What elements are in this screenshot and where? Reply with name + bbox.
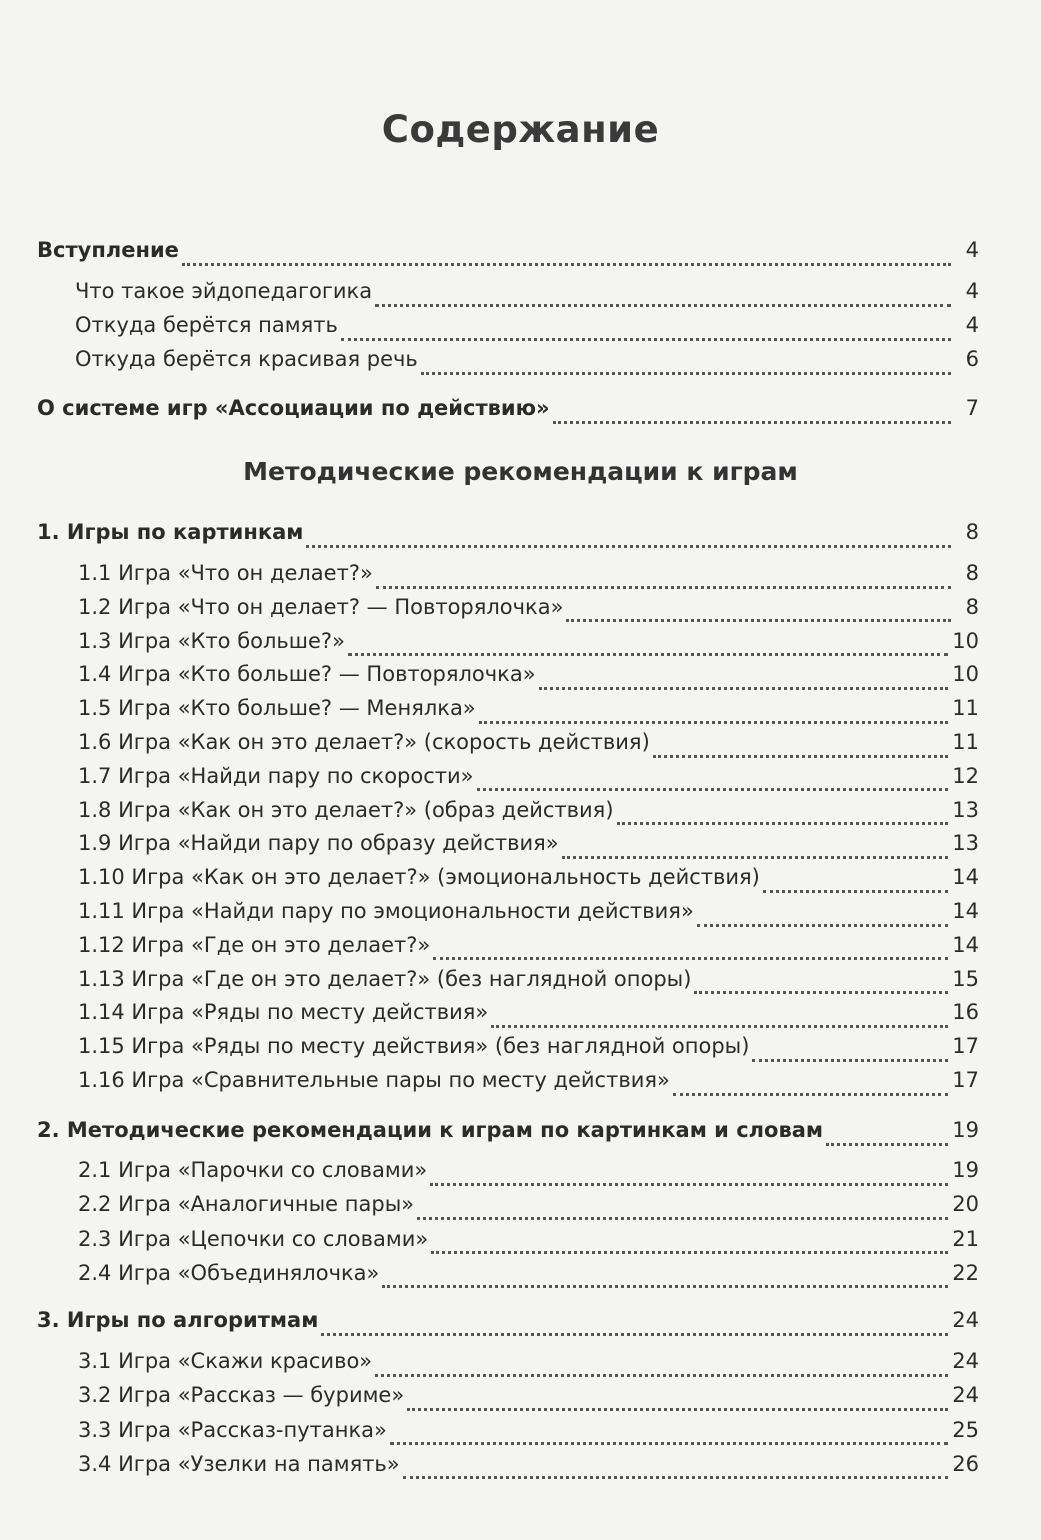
toc-entry-page: 17 bbox=[952, 1034, 979, 1059]
toc-entry-page: 25 bbox=[952, 1417, 979, 1442]
toc-entry-page: 14 bbox=[952, 932, 979, 957]
dot-leader bbox=[763, 890, 948, 893]
dot-leader bbox=[697, 924, 948, 927]
toc-entry-label: 1.15 Игра «Ряды по месту действия» (без наглядной опоры) bbox=[78, 1034, 750, 1059]
dot-leader bbox=[348, 653, 948, 656]
toc-entry[interactable] bbox=[0, 899, 1041, 933]
toc-entry-page: 8 bbox=[965, 520, 979, 544]
toc-entry-page: 24 bbox=[952, 1383, 979, 1408]
toc-entry[interactable] bbox=[0, 1349, 1041, 1383]
toc-entry-label: 2. Методические рекомендации к играм по картинкам и словам bbox=[37, 1118, 824, 1142]
toc-entry-page: 13 bbox=[952, 831, 979, 856]
toc-entry-label: 1.13 Игра «Где он это делает?» (без наглядной опоры) bbox=[78, 966, 692, 991]
dot-leader bbox=[417, 1217, 948, 1220]
toc-entry-label: 2.1 Игра «Парочки со словами» bbox=[78, 1158, 428, 1182]
toc-entry[interactable] bbox=[0, 1068, 1041, 1102]
toc-entry-label: 1.5 Игра «Кто больше? — Менялка» bbox=[78, 696, 476, 721]
dot-leader bbox=[407, 1408, 948, 1411]
toc-entry[interactable] bbox=[0, 933, 1041, 967]
toc-section-2[interactable] bbox=[0, 1118, 1041, 1152]
toc-entry-label: 2.2 Игра «Аналогичные пары» bbox=[78, 1192, 415, 1217]
dot-leader bbox=[306, 545, 951, 548]
toc-entry[interactable] bbox=[0, 347, 1041, 381]
dot-leader bbox=[433, 957, 948, 960]
dot-leader bbox=[382, 1285, 948, 1288]
dot-leader bbox=[673, 1093, 948, 1096]
toc-entry-label: 1.7 Игра «Найди пару по скорости» bbox=[78, 763, 474, 788]
toc-entry-page: 24 bbox=[952, 1308, 979, 1332]
toc-entry[interactable] bbox=[0, 764, 1041, 798]
dot-leader bbox=[182, 263, 951, 266]
dot-leader bbox=[375, 1374, 948, 1377]
dot-leader bbox=[341, 338, 951, 341]
toc-entry-label: 1.10 Игра «Как он это делает?» (эмоциональность действия) bbox=[78, 865, 760, 890]
toc-entry-page: 8 bbox=[965, 594, 979, 619]
toc-entry-page: 17 bbox=[952, 1068, 979, 1092]
toc-entry[interactable] bbox=[0, 662, 1041, 696]
toc-entry-page: 7 bbox=[965, 396, 979, 420]
dot-leader bbox=[390, 1442, 948, 1445]
toc-section-1[interactable] bbox=[0, 520, 1041, 554]
toc-entry-label: Вступление bbox=[37, 238, 179, 262]
dot-leader bbox=[321, 1333, 948, 1336]
toc-entry-page: 16 bbox=[952, 1000, 979, 1025]
toc-entry-label: 1.1 Игра «Что он делает?» bbox=[78, 561, 373, 585]
toc-entry-label: Что такое эйдопедагогика bbox=[75, 279, 373, 303]
dot-leader bbox=[430, 1183, 948, 1186]
toc-entry[interactable] bbox=[0, 1000, 1041, 1034]
toc-entry[interactable] bbox=[0, 967, 1041, 1001]
toc-entry-page: 26 bbox=[952, 1451, 979, 1476]
toc-entry-page: 15 bbox=[952, 966, 979, 991]
dot-leader bbox=[403, 1476, 949, 1479]
toc-entry[interactable] bbox=[0, 1034, 1041, 1068]
toc-entry-page: 6 bbox=[965, 347, 979, 371]
toc-entry-label: 1.2 Игра «Что он делает? — Повторялочка» bbox=[78, 594, 564, 619]
toc-entry[interactable] bbox=[0, 1158, 1041, 1192]
toc-entry-label: 3. Игры по алгоритмам bbox=[37, 1308, 319, 1332]
toc-entry-label: 3.3 Игра «Рассказ-путанка» bbox=[78, 1417, 387, 1442]
toc-entry-page: 14 bbox=[952, 899, 979, 923]
toc-entry[interactable] bbox=[0, 865, 1041, 899]
dot-leader bbox=[431, 1251, 948, 1254]
toc-entry-label: 3.4 Игра «Узелки на память» bbox=[78, 1451, 400, 1476]
toc-entry-label: О системе игр «Ассоциации по действию» bbox=[37, 396, 550, 420]
toc-entry-page: 4 bbox=[965, 313, 979, 337]
toc-entry[interactable] bbox=[0, 313, 1041, 347]
toc-entry-system[interactable] bbox=[0, 396, 1041, 430]
toc-entry-label: 1. Игры по картинкам bbox=[37, 520, 304, 544]
toc-entry-page: 12 bbox=[952, 763, 979, 788]
toc-entry-label: 1.16 Игра «Сравнительные пары по месту действия» bbox=[78, 1068, 670, 1092]
toc-entry[interactable] bbox=[0, 279, 1041, 313]
toc-entry-page: 19 bbox=[952, 1158, 979, 1182]
toc-entry-label: 3.2 Игра «Рассказ — буриме» bbox=[78, 1383, 405, 1408]
dot-leader bbox=[477, 788, 949, 791]
toc-section-3[interactable] bbox=[0, 1308, 1041, 1342]
toc-entry-label: Откуда берётся память bbox=[75, 313, 338, 337]
dot-leader bbox=[826, 1143, 948, 1146]
toc-entry-page: 20 bbox=[952, 1192, 979, 1217]
dot-leader bbox=[553, 421, 951, 424]
toc-entry-page: 8 bbox=[965, 561, 979, 585]
page-title: Содержание bbox=[381, 108, 660, 151]
dot-leader bbox=[617, 822, 949, 825]
toc-entry[interactable] bbox=[0, 1227, 1041, 1261]
toc-entry-page: 14 bbox=[952, 865, 979, 890]
dot-leader bbox=[562, 856, 949, 859]
toc-entry-page: 10 bbox=[952, 662, 979, 687]
toc-entry-page: 4 bbox=[965, 238, 979, 262]
toc-entry-label: 1.11 Игра «Найди пару по эмоциональности действия» bbox=[78, 899, 694, 923]
toc-entry-page: 13 bbox=[952, 797, 979, 822]
toc-entry-label: 3.1 Игра «Скажи красиво» bbox=[78, 1349, 373, 1373]
toc-entry-intro[interactable] bbox=[0, 238, 1041, 272]
toc-entry-label: 1.4 Игра «Кто больше? — Повторялочка» bbox=[78, 662, 536, 687]
toc-entry-page: 11 bbox=[952, 696, 979, 721]
dot-leader bbox=[539, 687, 949, 690]
toc-entry[interactable] bbox=[0, 629, 1041, 663]
dot-leader bbox=[479, 721, 949, 724]
toc-entry[interactable] bbox=[0, 798, 1041, 832]
dot-leader bbox=[421, 372, 951, 375]
dot-leader bbox=[694, 991, 948, 994]
toc-entry[interactable] bbox=[0, 1452, 1041, 1486]
toc-entry[interactable] bbox=[0, 1192, 1041, 1226]
toc-entry-label: 1.8 Игра «Как он это делает?» (образ действия) bbox=[78, 797, 614, 822]
toc-entry-page: 4 bbox=[965, 279, 979, 303]
toc-entry-label: 1.14 Игра «Ряды по месту действия» bbox=[78, 1000, 489, 1025]
dot-leader bbox=[752, 1059, 948, 1062]
toc-entry-page: 19 bbox=[952, 1118, 979, 1142]
toc-entry[interactable] bbox=[0, 1418, 1041, 1452]
toc-entry[interactable] bbox=[0, 1261, 1041, 1295]
toc-entry-page: 11 bbox=[952, 730, 979, 754]
toc-entry[interactable] bbox=[0, 561, 1041, 595]
dot-leader bbox=[376, 586, 951, 589]
toc-entry-page: 10 bbox=[952, 628, 979, 653]
toc-entry-page: 22 bbox=[952, 1260, 979, 1285]
toc-entry[interactable] bbox=[0, 696, 1041, 730]
toc-entry-label: Откуда берётся красивая речь bbox=[75, 347, 418, 371]
toc-entry-label: 1.9 Игра «Найди пару по образу действия» bbox=[78, 831, 559, 856]
dot-leader bbox=[375, 304, 951, 307]
toc-entry[interactable] bbox=[0, 730, 1041, 764]
toc-entry[interactable] bbox=[0, 1383, 1041, 1417]
dot-leader bbox=[653, 755, 949, 758]
dot-leader bbox=[566, 619, 951, 622]
toc-entry-label: 2.3 Игра «Цепочки со словами» bbox=[78, 1226, 429, 1251]
toc-entry[interactable] bbox=[0, 595, 1041, 629]
toc-entry-label: 2.4 Игра «Объединялочка» bbox=[78, 1260, 380, 1285]
toc-entry[interactable] bbox=[0, 831, 1041, 865]
toc-entry-page: 21 bbox=[952, 1226, 979, 1251]
section-subtitle: Методические рекомендации к играм bbox=[243, 457, 798, 486]
dot-leader bbox=[491, 1025, 948, 1028]
toc-entry-label: 1.3 Игра «Кто больше?» bbox=[78, 628, 345, 653]
toc-entry-label: 1.6 Игра «Как он это делает?» (скорость действия) bbox=[78, 730, 650, 754]
toc-entry-page: 24 bbox=[952, 1349, 979, 1373]
toc-entry-label: 1.12 Игра «Где он это делает?» bbox=[78, 932, 431, 957]
